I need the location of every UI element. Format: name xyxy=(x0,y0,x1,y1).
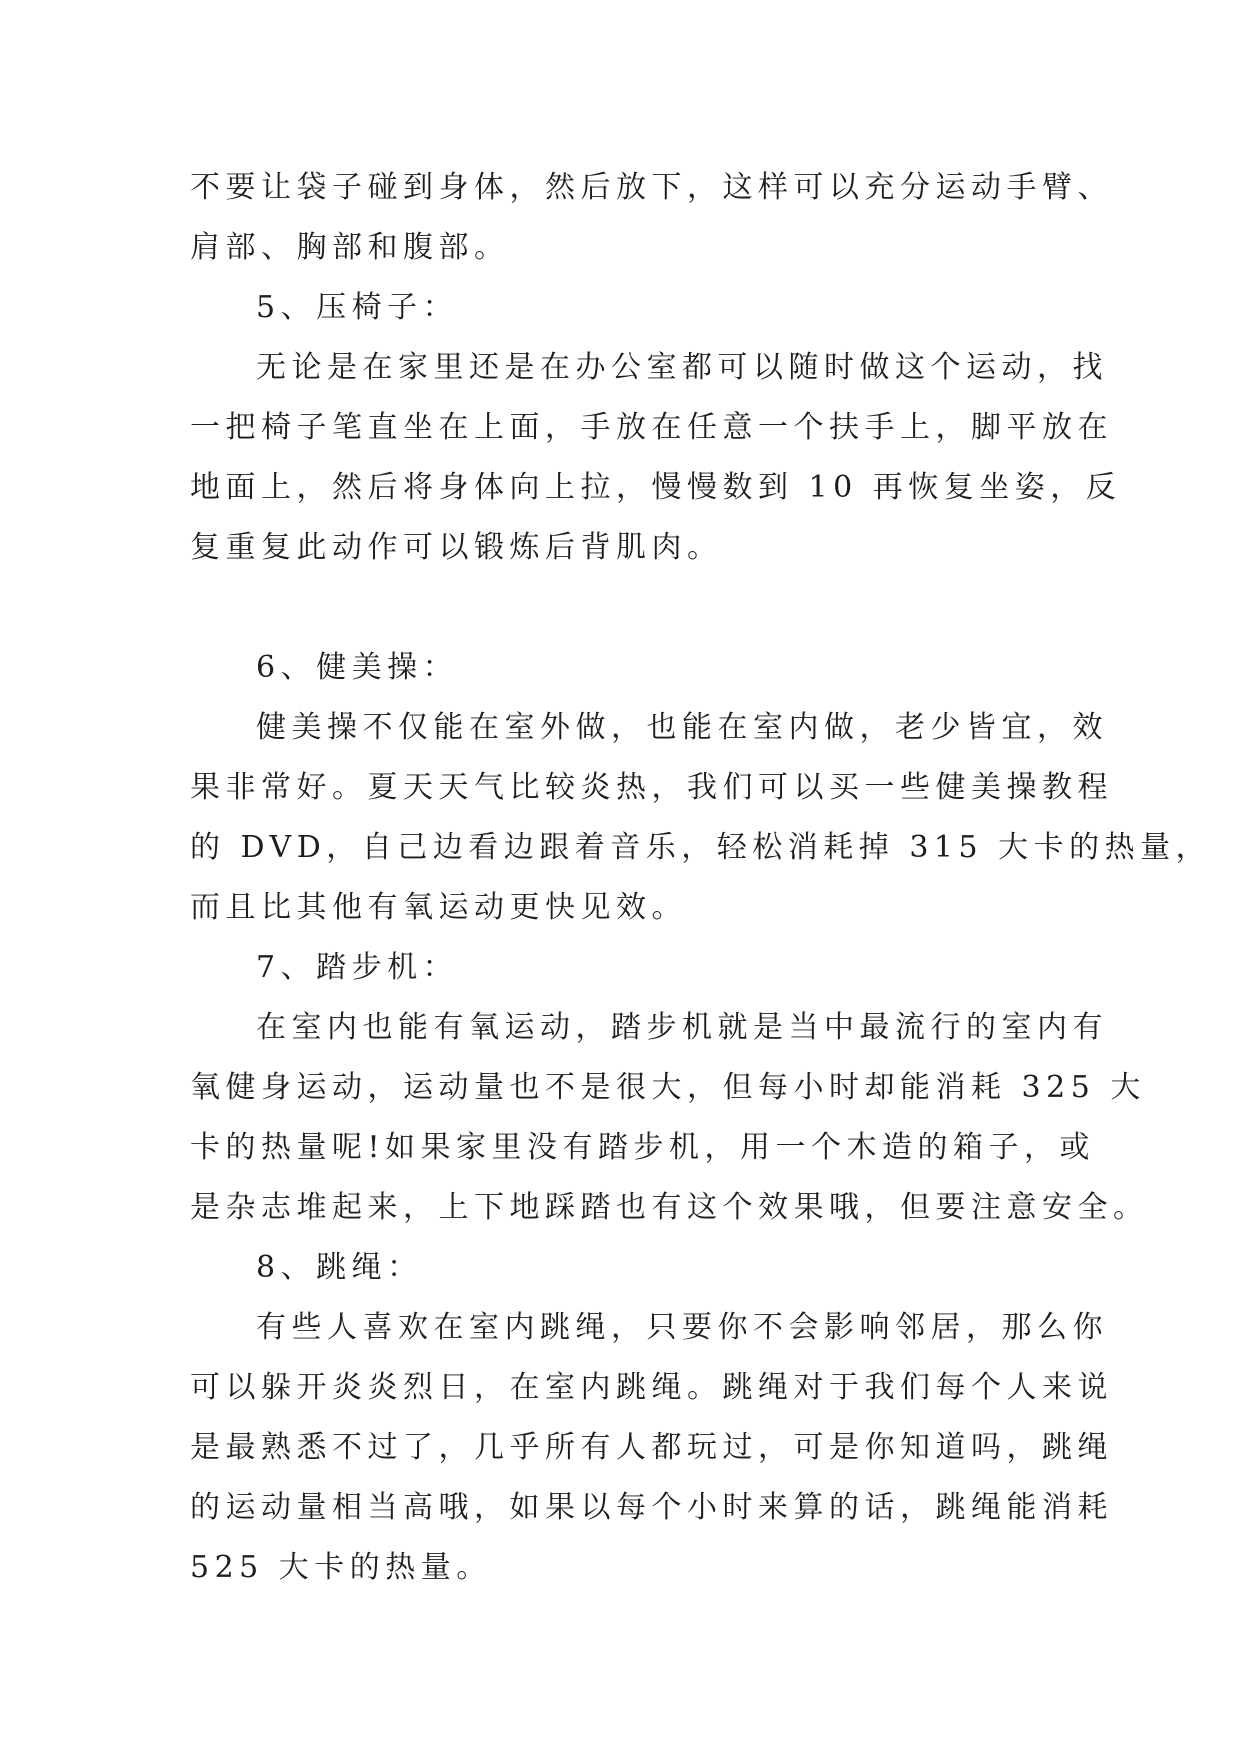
text-line: 有些人喜欢在室内跳绳，只要你不会影响邻居，那么你 xyxy=(256,1310,1108,1345)
text-line: 无论是在家里还是在办公室都可以随时做这个运动，找 xyxy=(256,350,1108,385)
heading-text: 6、健美操： xyxy=(256,650,459,685)
text-line: 而且比其他有氧运动更快见效。 xyxy=(190,890,687,925)
text-line: 一把椅子笔直坐在上面，手放在任意一个扶手上，脚平放在 xyxy=(190,410,1113,445)
text-line: 可以躲开炎炎烈日，在室内跳绳。跳绳对于我们每个人来说 xyxy=(190,1370,1113,1405)
text-line: 在室内也能有氧运动，踏步机就是当中最流行的室内有 xyxy=(256,1010,1108,1045)
paragraph xyxy=(190,998,1149,1238)
paragraph xyxy=(190,1298,1113,1598)
text-line: 复重复此动作可以锻炼后背肌肉。 xyxy=(190,530,723,565)
text-line: 是杂志堆起来，上下地踩踏也有这个效果哦，但要注意安全。 xyxy=(190,1190,1149,1225)
text-line: 卡的热量呢!如果家里没有踏步机，用一个木造的箱子，或 xyxy=(190,1130,1096,1165)
section-heading xyxy=(190,938,1070,998)
document-body xyxy=(190,158,1212,1598)
paragraph xyxy=(190,338,1122,578)
text-line: 健美操不仅能在室外做，也能在室内做，老少皆宜，效 xyxy=(256,710,1108,745)
heading-text: 5、压椅子： xyxy=(256,290,459,325)
text-line: 是最熟悉不过了，几乎所有人都玩过，可是你知道吗，跳绳 xyxy=(190,1430,1113,1465)
heading-text: 8、跳绳： xyxy=(256,1250,423,1285)
section-heading xyxy=(190,1238,1070,1298)
text-line: 果非常好。夏天天气比较炎热，我们可以买一些健美操教程 xyxy=(190,770,1113,805)
text-line: 地面上，然后将身体向上拉，慢慢数到 10 再恢复坐姿，反 xyxy=(190,470,1122,505)
blank-line xyxy=(190,578,1070,638)
text-line: 不要让袋子碰到身体，然后放下，这样可以充分运动手臂、 xyxy=(190,170,1113,205)
text-line: 的运动量相当高哦，如果以每个小时来算的话，跳绳能消耗 xyxy=(190,1490,1113,1525)
paragraph xyxy=(190,158,1113,278)
text-line: 氧健身运动，运动量也不是很大，但每小时却能消耗 325 大 xyxy=(190,1070,1146,1105)
paragraph xyxy=(190,698,1212,938)
text-line: 肩部、胸部和腹部。 xyxy=(190,230,510,265)
section-heading xyxy=(190,638,1070,698)
heading-text: 7、踏步机： xyxy=(256,950,459,985)
text-line: 525 大卡的热量。 xyxy=(190,1550,492,1585)
section-heading xyxy=(190,278,1070,338)
text-line: 的 DVD，自己边看边跟着音乐，轻松消耗掉 315 大卡的热量， xyxy=(190,830,1212,865)
